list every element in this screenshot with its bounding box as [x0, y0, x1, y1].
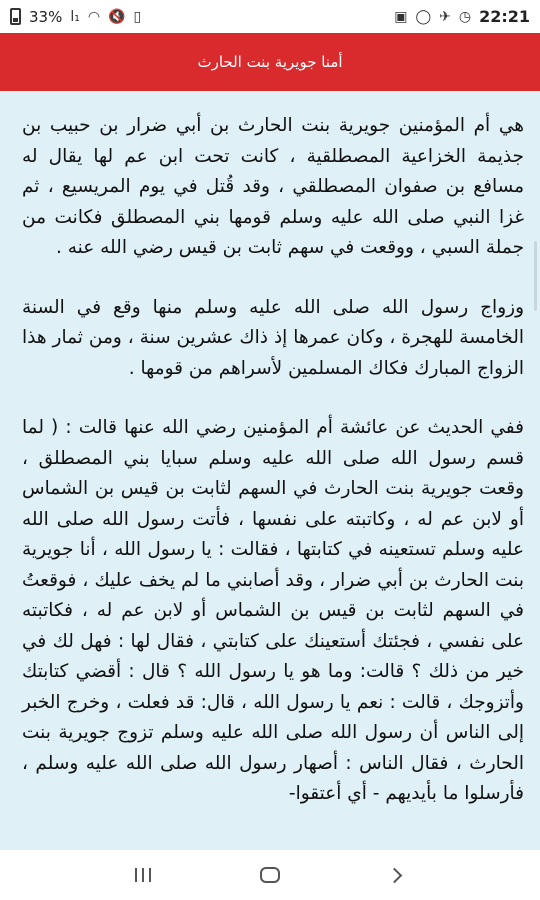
- alarm-icon: ◷: [458, 8, 472, 25]
- airplane-icon: ✈: [439, 8, 451, 25]
- signal-text: l₁: [70, 8, 80, 25]
- scrollbar-thumb[interactable]: [534, 241, 537, 311]
- back-button[interactable]: [377, 855, 417, 895]
- article-content[interactable]: [0, 91, 540, 850]
- gallery-icon: ▣: [394, 8, 408, 25]
- vibrate-icon: ▯: [133, 8, 142, 25]
- battery-icon: [10, 8, 21, 25]
- battery-percent: 33%: [29, 7, 63, 26]
- article-paragraph: وزواج رسول الله صلى الله عليه وسلم منها وقع في السنة الخامسة للهجرة ، وكان عمرها إذ ذاك عشرين سنة ، ومن ثمار هذا الزواج المبارك فكاك المسلمين لأسراهم من قومها .: [22, 296, 524, 379]
- app-bar: [0, 33, 540, 91]
- article-paragraph: هي أم المؤمنين جويرية بنت الحارث بن أبي ضرار بن حبيب بن جذيمة الخزاعية المصطلقية ، كانت تحت ابن عم لها يقال له مسافع بن صفوان المصطلقي ، وقد قُتل في يوم المريسيع ، ثم غزا النبي صلى الله عليه وسلم قومها بني المصطلق فكانت من جملة السبي ، ووقعت في سهم ثابت بن قيس رضي الله عنه .: [22, 115, 524, 258]
- navigation-bar: [0, 850, 540, 900]
- status-bar: [0, 0, 540, 33]
- wifi-icon: ◠: [87, 8, 101, 25]
- status-time: 22:21: [479, 7, 530, 26]
- status-bar-right: [394, 7, 530, 26]
- recents-icon: [135, 868, 151, 882]
- article-body: [0, 91, 540, 810]
- mute-icon: 🔇: [108, 8, 126, 25]
- recents-button[interactable]: [123, 855, 163, 895]
- home-button[interactable]: [250, 855, 290, 895]
- home-icon: [260, 867, 280, 883]
- status-bar-left: [10, 8, 141, 26]
- article-paragraph: ففي الحديث عن عائشة أم المؤمنين رضي الله عنها قالت : ( لما قسم رسول الله صلى الله عليه وسلم سبايا بني المصطلق ، وقعت جويرية بنت الحارث في السهم لثابت بن قيس بن الشماس أو لابن عم له ، وكاتبته على نفسها ، فأتت رسول الله صلى الله عليه وسلم تستعينه في كتابتها ، فقالت : يا رسول الله ، أنا جويرية بنت الحارث بن أبي ضرار ، وقد أصابني ما لم يخف عليك ، فوقعتُ في السهم لثابت بن قيس بن الشماس أو لابن عم له ، فكاتبته على نفسي ، فجئتك أستعينك على كتابتي ، فقال لها : فهل لك في خير من ذلك ؟ قالت: وما هو يا رسول الله ؟ قال : أقضي كتابتك وأتزوجك ، قالت : نعم يا رسول الله ، قال: قد فعلت ، وخرج الخبر إلى الناس أن رسول الله صلى الله عليه وسلم تزوج جويرية بنت الحارث ، فقال الناس : أصهار رسول الله صلى الله عليه وسلم ، فأرسلوا ما بأيديهم - أي أعتقوا-: [22, 417, 524, 804]
- whatsapp-icon: ◯: [415, 8, 432, 25]
- page-title: أمنا جويرية بنت الحارث: [197, 53, 343, 71]
- back-chevron-icon: [387, 867, 403, 883]
